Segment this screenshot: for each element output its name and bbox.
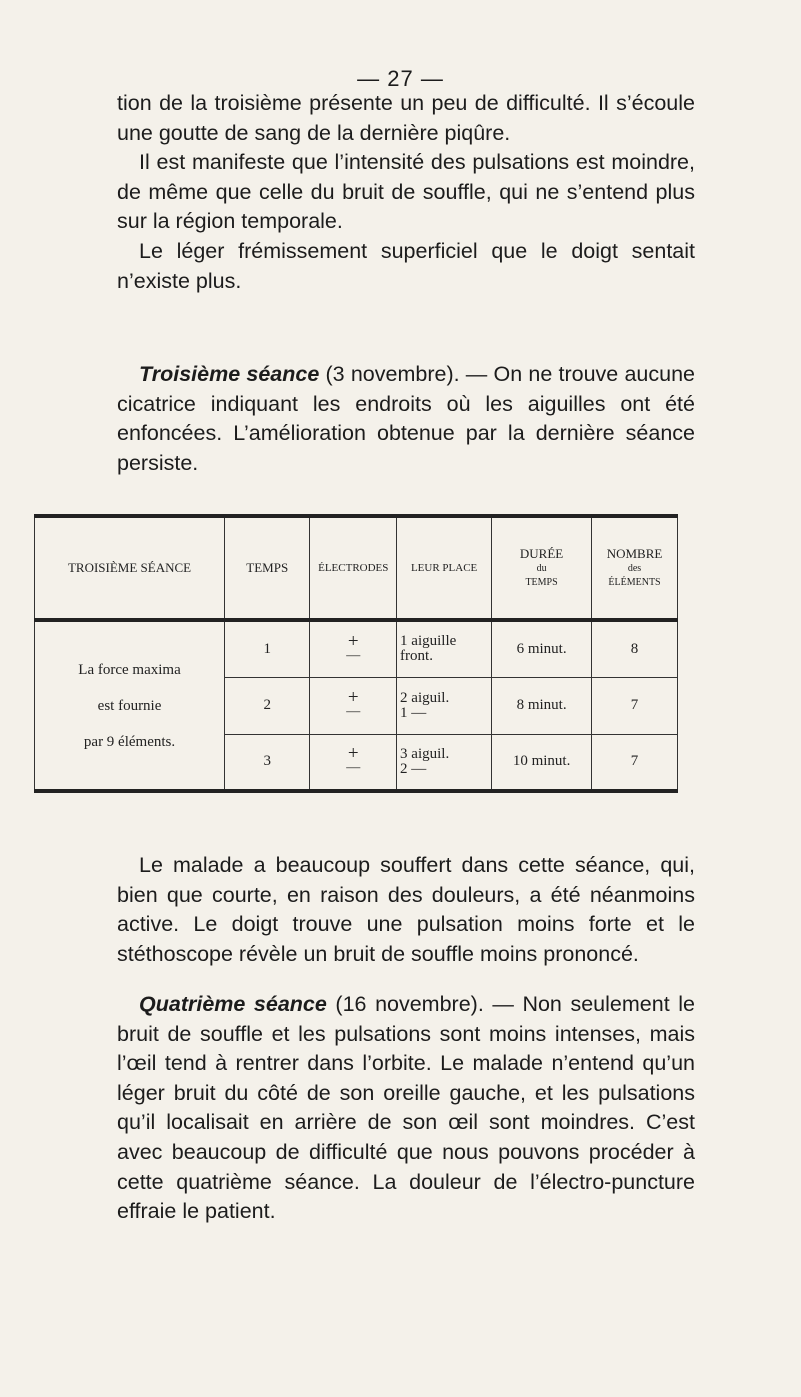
positive-sign: +: [347, 630, 359, 652]
header-nombre-main: NOMBRE: [606, 546, 663, 561]
negative-sign: —: [346, 760, 361, 776]
place-cell: [397, 620, 492, 677]
duree-cell: 8 minut.: [492, 677, 592, 734]
description-line-1: La force maxima: [78, 661, 181, 678]
paragraph-1-line-2: Il est manifeste que l’intensité des pulsations est moindre, de même que celle du bruit de souffle, qui ne s’entend plus sur la région temporale.: [117, 150, 695, 234]
electrodes-cell: [310, 620, 397, 677]
session-table: [34, 514, 678, 793]
fourth-session-date: (16 novembre). —: [326, 992, 523, 1016]
table-header-row: [35, 516, 678, 620]
place-cell: [397, 734, 492, 791]
header-place: LEUR PLACE: [397, 516, 492, 620]
place-line-2: front.: [400, 648, 433, 665]
duree-cell: 6 minut.: [492, 620, 592, 677]
nombre-cell: 8: [592, 620, 678, 677]
paragraph-fourth-session: [117, 990, 695, 1227]
header-seance: TROISIÈME SÉANCE: [35, 516, 225, 620]
paragraph-1-line-1: tion de la troisième présente un peu de difficulté. Il s’écoule une goutte de sang de la dernière piqûre.: [117, 91, 695, 145]
place-cell: [397, 677, 492, 734]
duree-cell: 10 minut.: [492, 734, 592, 791]
description-line-3: par 9 éléments.: [83, 733, 176, 750]
nombre-cell: 7: [592, 677, 678, 734]
paragraph-1: [117, 89, 695, 296]
temps-cell: 1: [225, 620, 310, 677]
page-number: — 27 —: [357, 66, 444, 91]
place-line-2: 1 —: [400, 704, 427, 721]
place-line-2: 2 —: [400, 760, 427, 777]
header-duree: [492, 516, 592, 620]
temps-cell: 2: [225, 677, 310, 734]
header-duree-sub1: du: [536, 563, 547, 574]
negative-sign: —: [346, 647, 361, 663]
electrodes-cell: [310, 677, 397, 734]
description-line-2: est fournie: [97, 697, 162, 714]
header-temps: TEMPS: [225, 516, 310, 620]
paragraph-1-line-3: Le léger frémissement superficiel que le doigt sentait n’existe plus.: [117, 238, 695, 293]
header-duree-sub2: TEMPS: [525, 577, 558, 588]
temps-cell: 3: [225, 734, 310, 791]
header-duree-main: DURÉE: [519, 546, 564, 561]
place-line-1: 1 aiguille: [400, 633, 457, 650]
header-electrodes: ÉLECTRODES: [310, 516, 397, 620]
positive-sign: +: [347, 687, 359, 708]
header-nombre-sub1: des: [627, 563, 642, 574]
description-cell: [35, 620, 225, 791]
paragraph-3: [117, 851, 695, 969]
third-session-title: Troisième séance: [139, 362, 320, 386]
negative-sign: —: [346, 704, 361, 719]
nombre-cell: 7: [592, 734, 678, 791]
paragraph-3-text: Le malade a beaucoup souffert dans cette séance, qui, bien que courte, en raison des douleurs, a été néanmoins active. Le doigt trouve une pulsation moins forte et le stéthoscope révèle un bruit de souffle moins prononcé.: [117, 853, 695, 966]
place-line-1: 3 aiguil.: [400, 745, 450, 762]
fourth-session-body: Non seulement le bruit de souffle et les pulsations sont moins intenses, mais l’œil tend à rentrer dans l’orbite. Le malade n’entend qu’un léger bruit du côté de son oreille gauche, et les pulsations qu’il localisait en arrière de son œil sont moindres. C’est avec beaucoup de difficulté que nous pouvons procéder à cette quatrième séance. La douleur de l’électro-puncture effraie le patient.: [117, 992, 695, 1224]
fourth-session-title: Quatrième séance: [139, 992, 327, 1016]
place-line-1: 2 aiguil.: [400, 689, 450, 706]
table-row: [35, 620, 678, 677]
header-nombre: [592, 516, 678, 620]
header-nombre-sub2: ÉLÉMENTS: [608, 577, 661, 588]
third-session-date: (3 novembre). —: [319, 362, 494, 386]
paragraph-third-session: [117, 360, 695, 478]
positive-sign: +: [347, 743, 359, 765]
third-session-body: On ne trouve aucune cicatrice indiquant les endroits où les aiguilles ont été enfoncées. L’amélioration obtenue par la dernière séance persiste.: [117, 362, 696, 475]
electrodes-cell: [310, 734, 397, 791]
